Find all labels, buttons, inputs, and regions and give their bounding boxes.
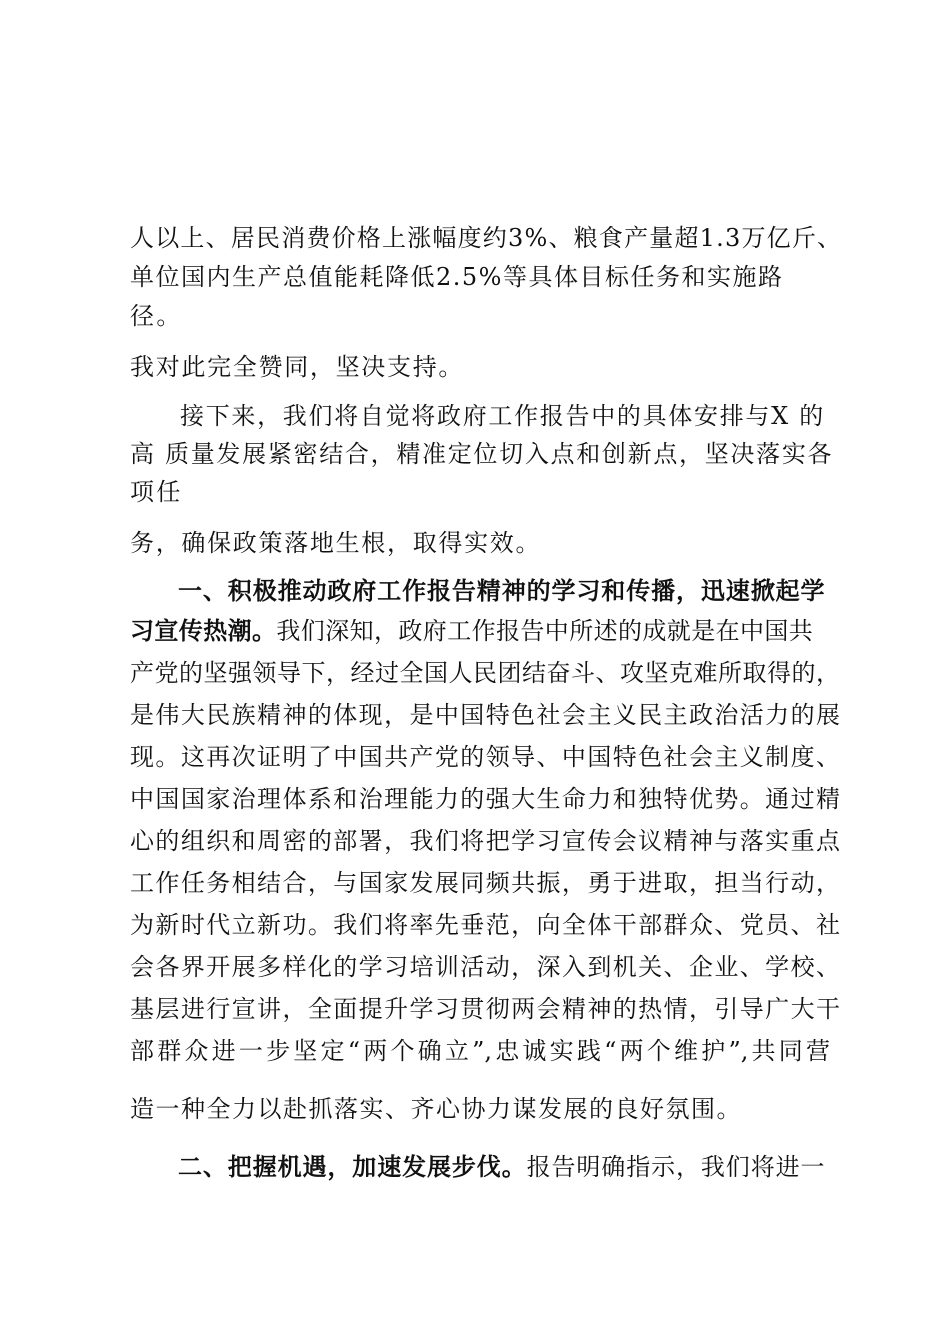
body-text-line: 部群众进一步坚定“两个确立”,忠诚实践“两个维护”,共同营 [130,1037,830,1065]
body-text-line: 高 质量发展紧密结合，精准定位切入点和创新点，坚决落实各 [130,440,834,468]
body-text-line: 我对此完全赞同，坚决支持。 [130,353,465,381]
section-heading: 一、积极推动政府工作报告精神的学习和传播，迅速掀起学 [178,576,826,605]
body-text-line: 人以上、居民消费价格上涨幅度约3%、粮食产量超1.3万亿斤、 [130,224,843,252]
section-heading: 二、把握机遇，加速发展步伐。 [178,1152,527,1181]
body-text-line [178,1152,825,1182]
body-text-line: 单位国内生产总值能耗降低2.5%等具体目标任务和实施路 [130,263,784,291]
body-text-line: 务，确保政策落地生根，取得实效。 [130,529,542,557]
body-text-line: 接下来，我们将自觉将政府工作报告中的具体安排与X 的 [180,402,825,430]
body-text-line: 项任 [130,478,183,506]
body-text: 报告明确指示，我们将进一 [526,1153,826,1181]
body-text-line: 基层进行宣讲，全面提升学习贯彻两会精神的热情，引导广大干 [130,995,840,1023]
body-text-line: 心的组织和周密的部署，我们将把学习宣传会议精神与落实重点 [130,827,840,855]
body-text-line: 是伟大民族精神的体现，是中国特色社会主义民主政治活力的展 [130,701,840,729]
body-text-line: 径。 [130,302,183,330]
body-text-line: 造一种全力以赴抓落实、齐心协力谋发展的良好氛围。 [130,1095,742,1123]
body-text-line: 产党的坚强领导下，经过全国人民团结奋斗、攻坚克难所取得的， [130,659,840,687]
section-heading-continuation: 习宣传热潮。 [130,616,277,645]
body-text-line: 为新时代立新功。我们将率先垂范，向全体干部群众、党员、社 [130,911,840,939]
body-text-line: 中国国家治理体系和治理能力的强大生命力和独特优势。通过精 [130,785,840,813]
body-text-line: 工作任务相结合，与国家发展同频共振，勇于进取，担当行动， [130,869,840,897]
body-text-line: 现。这再次证明了中国共产党的领导、中国特色社会主义制度、 [130,743,840,771]
body-text: 我们深知，政府工作报告中所述的成就是在中国共 [276,617,814,645]
body-text-line: 会各界开展多样化的学习培训活动，深入到机关、企业、学校、 [130,953,840,981]
body-text-line [130,616,813,646]
